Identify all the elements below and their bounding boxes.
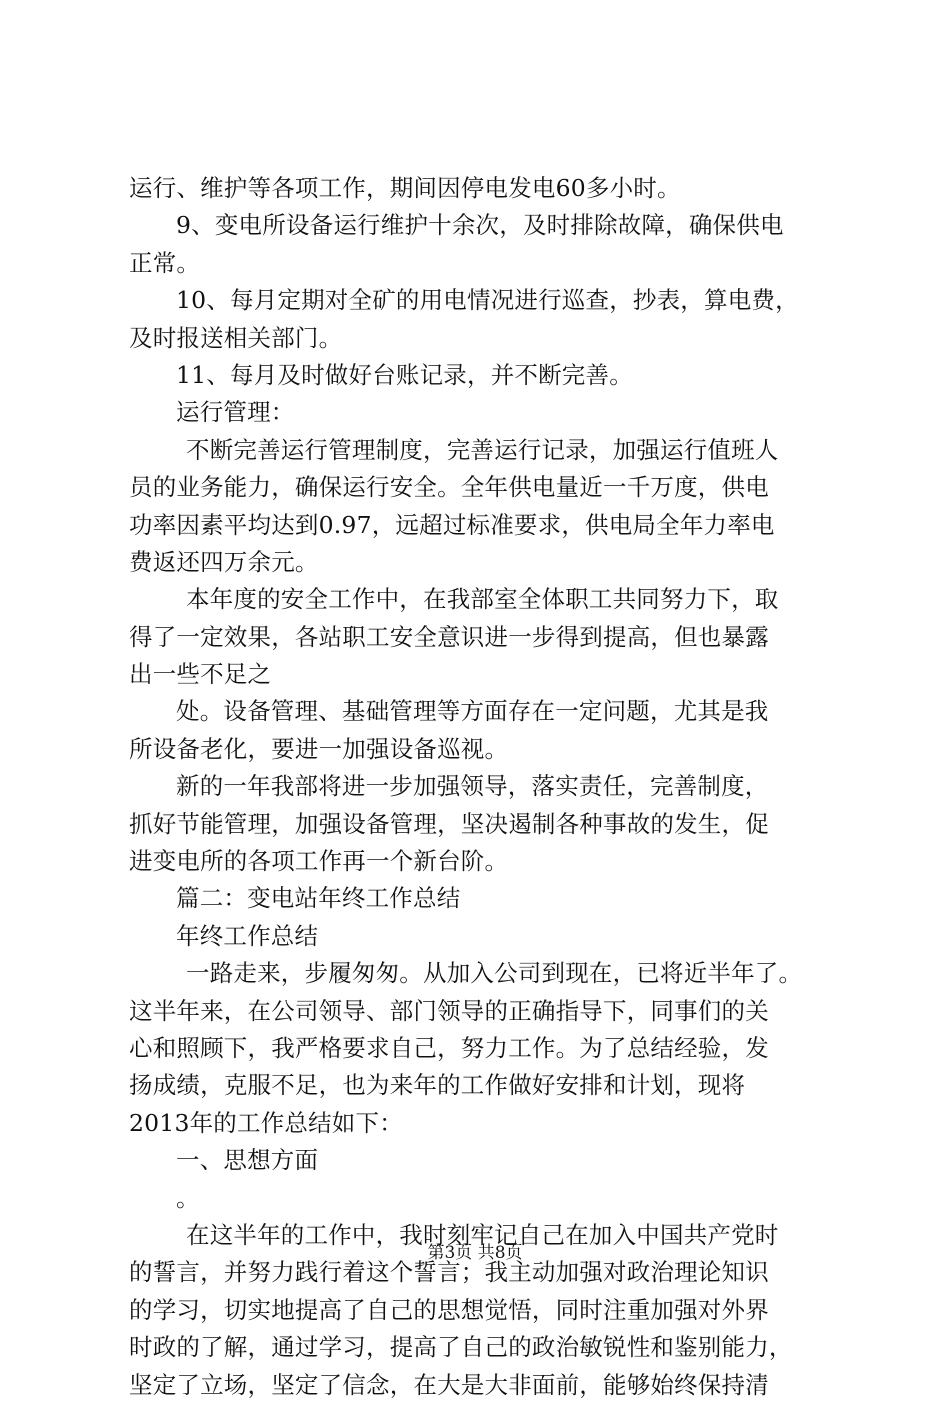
- text-line: 出一些不足之: [129, 660, 272, 689]
- text-line: 心和照顾下，我严格要求自己，努力工作。为了总结经验，发: [129, 1033, 769, 1062]
- document-body: [129, 170, 834, 1404]
- text-line: 抓好节能管理，加强设备管理，坚决遏制各种事故的发生，促: [129, 809, 769, 838]
- text-line: 篇二：变电站年终工作总结: [176, 884, 461, 913]
- text-line: 扬成绩，克服不足，也为来年的工作做好安排和计划，现将: [129, 1071, 746, 1100]
- text-line: 运行管理：: [176, 398, 295, 427]
- text-line: 及时报送相关部门。: [129, 323, 343, 352]
- text-line: 不断完善运行管理制度，完善运行记录，加强运行值班人: [186, 435, 779, 464]
- text-line: 。: [176, 1183, 200, 1212]
- text-line: 处。设备管理、基础管理等方面存在一定问题，尤其是我: [176, 697, 769, 726]
- text-line: 得了一定效果，各站职工安全意识进一步得到提高，但也暴露: [129, 622, 769, 651]
- text-line: 正常。: [129, 248, 201, 277]
- text-line: 坚定了立场，坚定了信念，在大是大非面前，能够始终保持清: [129, 1370, 769, 1399]
- text-line: 11、每月及时做好台账记录，并不断完善。: [176, 360, 633, 389]
- text-line: 新的一年我部将进一步加强领导，落实责任，完善制度，: [176, 772, 769, 801]
- text-line: 时政的了解，通过学习，提高了自己的政治敏锐性和鉴别能力，: [129, 1333, 793, 1362]
- text-line: 在这半年的工作中，我时刻牢记自己在加入中国共产党时: [186, 1220, 779, 1249]
- text-line: 的誓言，并努力践行着这个誓言；我主动加强对政治理论知识: [129, 1258, 769, 1287]
- text-line: 功率因素平均达到0.97，远超过标准要求，供电局全年力率电: [129, 510, 775, 539]
- text-line: 2013年的工作总结如下：: [129, 1108, 403, 1137]
- text-line: 一、思想方面: [176, 1146, 319, 1175]
- text-line: 9、变电所设备运行维护十余次，及时排除故障，确保供电: [176, 211, 784, 240]
- text-line: 费返还四万余元。: [129, 547, 319, 576]
- text-line: 的学习，切实地提高了自己的思想觉悟，同时注重加强对外界: [129, 1295, 769, 1324]
- text-line: 10、每月定期对全矿的用电情况进行巡查，抄表，算电费，: [176, 286, 799, 315]
- text-line: 一路走来，步履匆匆。从加入公司到现在，已将近半年了。: [186, 959, 803, 988]
- text-line: 所设备老化，要进一加强设备巡视。: [129, 734, 509, 763]
- page-footer: 第3页 共8页: [427, 1243, 523, 1263]
- text-line: 员的业务能力，确保运行安全。全年供电量近一千万度，供电: [129, 473, 769, 502]
- text-line: 进变电所的各项工作再一个新台阶。: [129, 847, 509, 876]
- text-line: 这半年来，在公司领导、部门领导的正确指导下，同事们的关: [129, 996, 769, 1025]
- text-line: 本年度的安全工作中，在我部室全体职工共同努力下，取: [186, 585, 779, 614]
- text-line: 运行、维护等各项工作，期间因停电发电60多小时。: [129, 174, 681, 202]
- text-line: 年终工作总结: [176, 921, 319, 950]
